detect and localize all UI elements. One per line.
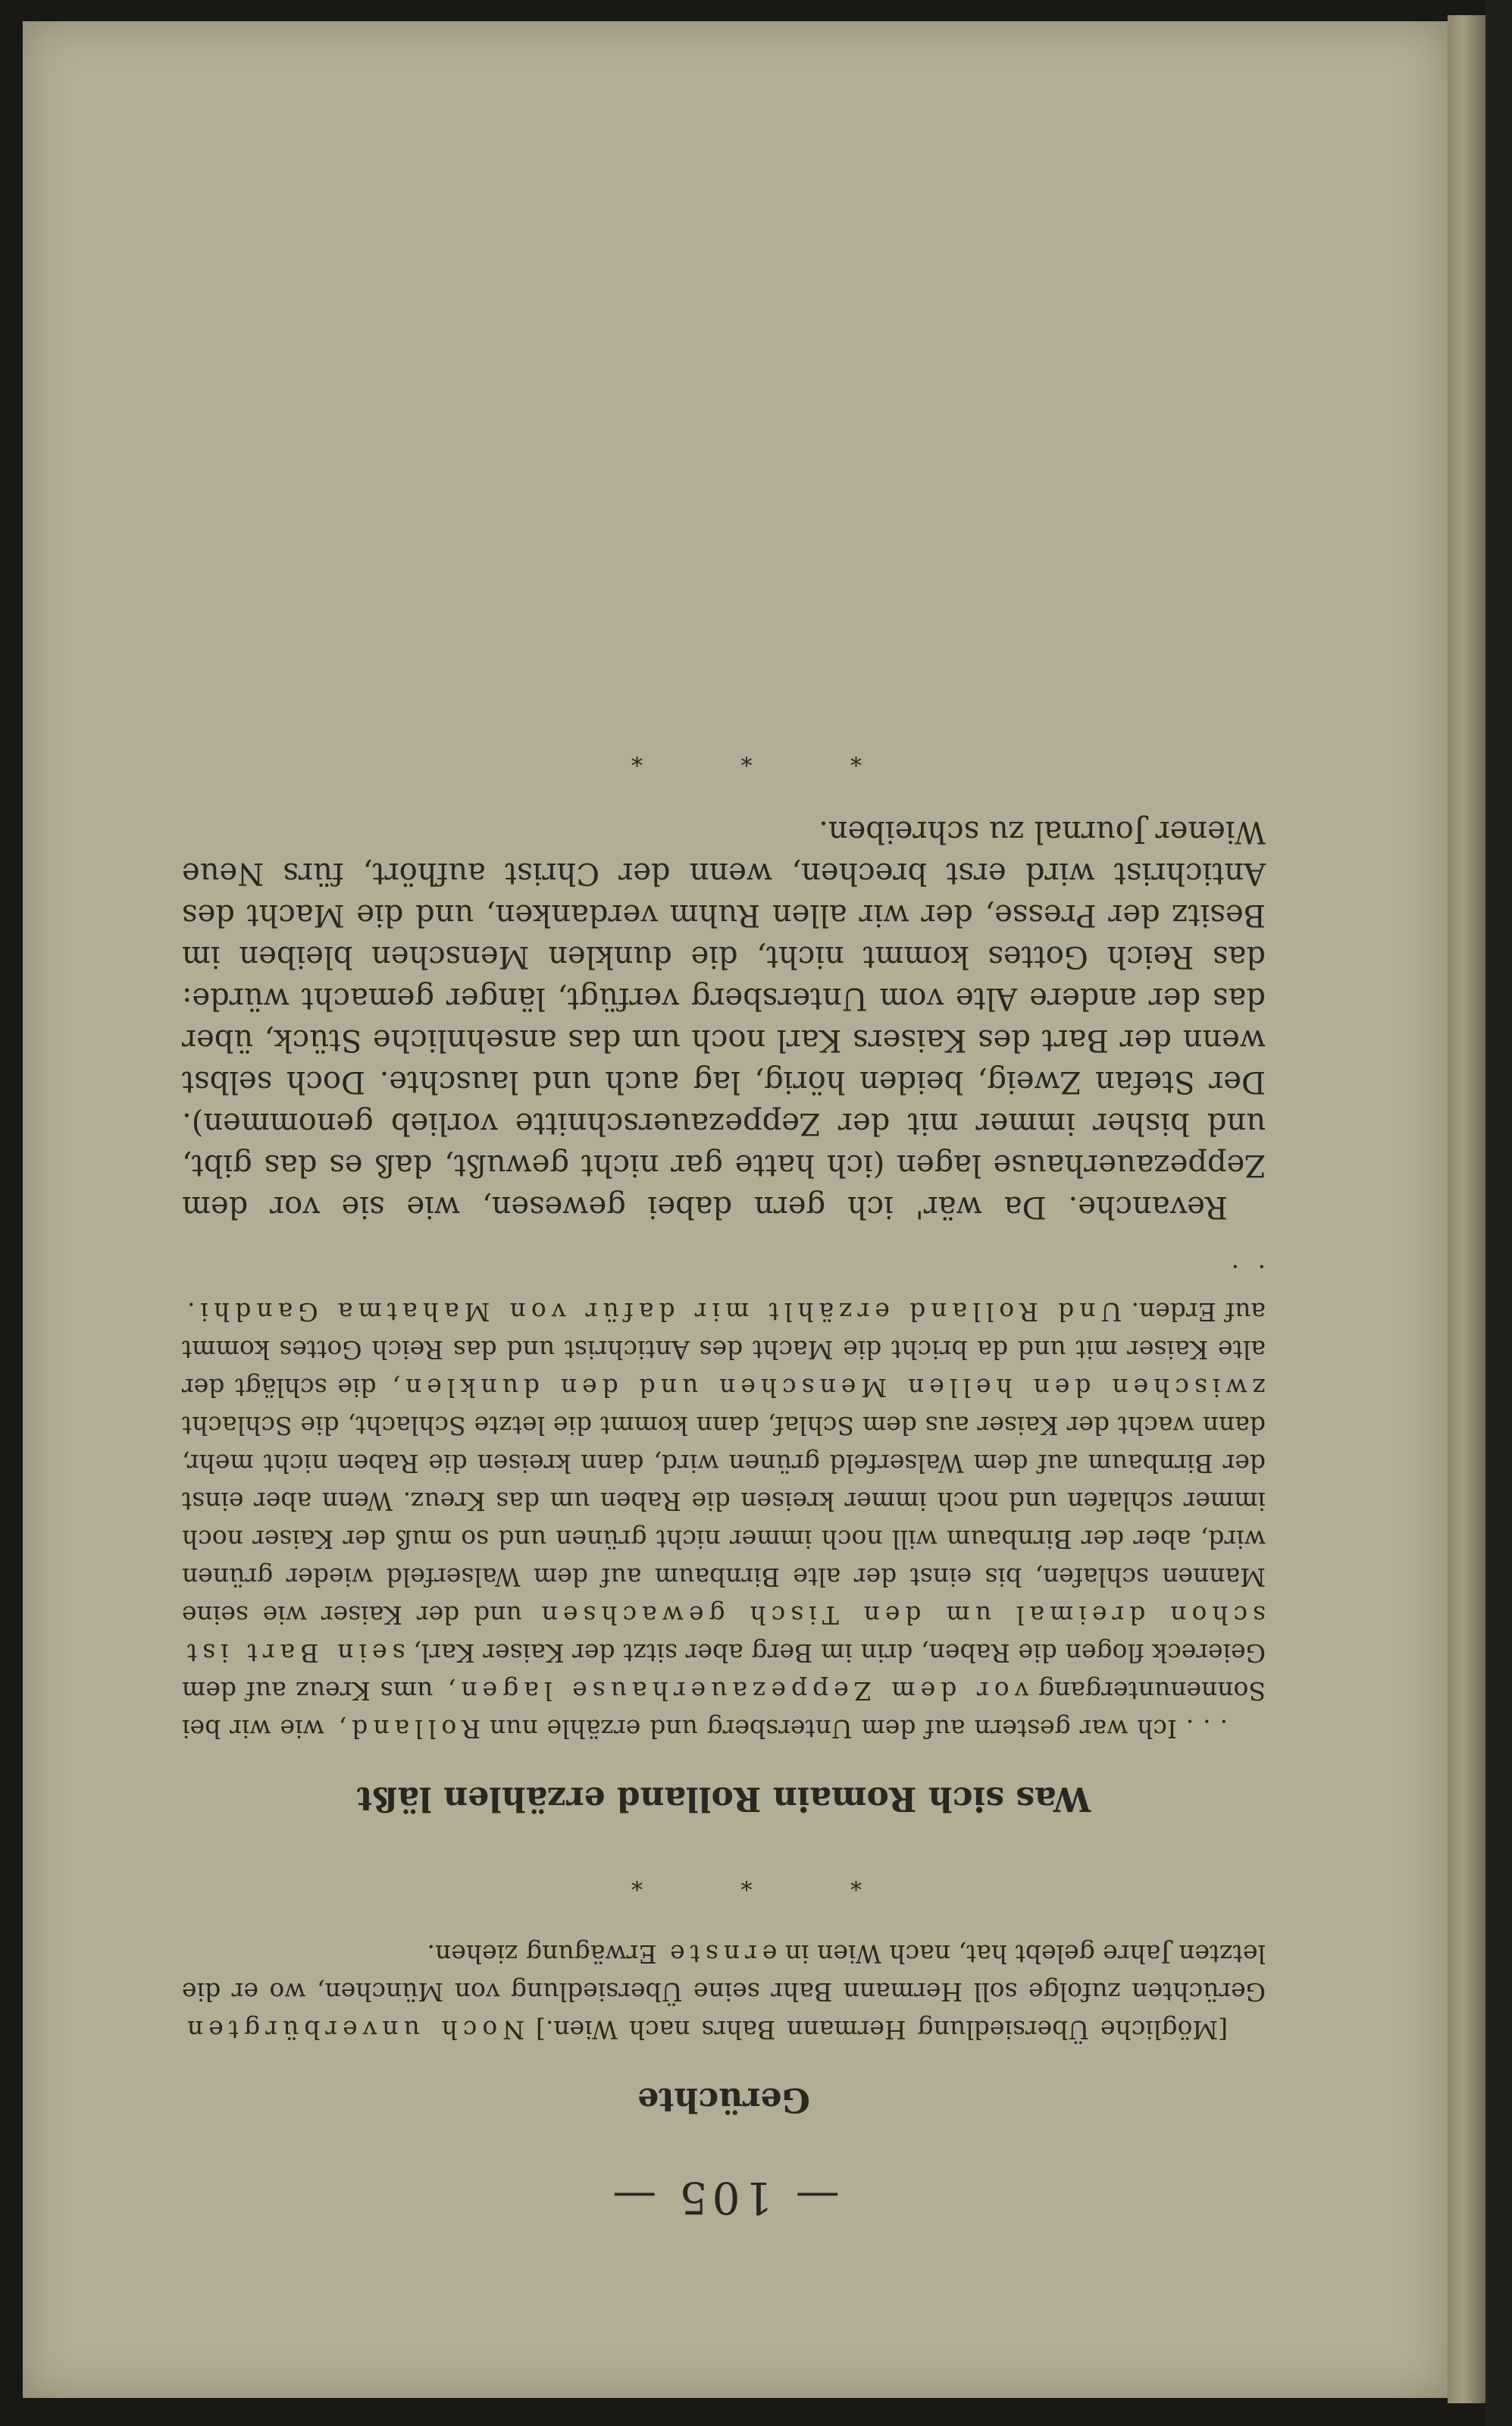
paragraph-text: wie wir bei Sonnenuntergang — [182, 1676, 1266, 1744]
spaced-text-noch: Noch unverbürgten — [182, 2015, 525, 2045]
paragraph-lead: [Mögliche Übersiedlung Hermann Bahrs nach Wien.] — [535, 2015, 1228, 2045]
paragraph-text: . . . Ich war gestern auf dem Untersberg und erzähle nun — [481, 1714, 1228, 1744]
rotated-page-content — [23, 21, 1448, 2398]
page-edge — [1448, 15, 1485, 2403]
paragraph-untersberg — [182, 1255, 1266, 1747]
section-title-geruechte: Gerüchte — [637, 2080, 810, 2119]
book-spine — [1485, 0, 1512, 2426]
spaced-text-rolland: Rolland, — [333, 1714, 481, 1744]
spaced-text-und-rolland: Und Rolland erzählt mir dafür von Mahatma Gandhi. . . — [182, 1259, 1266, 1327]
spaced-text-vor-dem: vor dem Zeppezauerhause lagen, — [442, 1676, 1029, 1706]
paragraph-text: die schlägt der alte Kaiser mit und da bricht die Macht des Antichrist und das Reich Gottes kommt auf Erden. — [181, 1297, 1266, 1403]
section-divider-stars: * * * — [585, 744, 862, 770]
paragraph-text: und der Kaiser wie seine Mannen schlafen, bis einst der alte Birnbaum auf dem Walserfeld wieder grünen wird, aber der Birnbaum will noch immer nicht grünen und so muß der Kaiser noch immer schlafen und noch immer kreisen die Raben um das Kreuz. Wenn aber einst der Birnbaum auf dem Walserfeld grünen wird, dann kreisen die Raben nicht mehr, dann wacht der Kaiser aus dem Schlaf, dann kommt die letzte Schlacht, die Schlacht — [182, 1411, 1266, 1630]
paper-sheet — [23, 21, 1448, 2398]
section-title-rolland: Was sich Romain Rolland erzählen läßt — [356, 1779, 1091, 1818]
section-divider-stars: * * * — [585, 1868, 862, 1895]
spaced-text-bart: sein Bart ist schon dreimal um den Tisch gewachsen — [182, 1600, 1266, 1668]
paragraph-text: ums Kreuz auf dem Geiereck flogen die Raben, drin im Berg aber sitzt der Kaiser Karl, — [182, 1638, 1266, 1706]
paragraph-text: Erwägung ziehen. — [427, 1939, 665, 1969]
page-number: — 105 — — [608, 2172, 840, 2224]
paragraph-text: Revanche. Da wär' ich gern dabei gewesen, wie sie vor dem Zeppezauerhause lagen (ich hatte gar nicht gewußt, daß es das gibt, und bisher immer mit der Zeppezauerschnitte vorlieb genommen). Der Stefan Zweig, beiden hörig, lag auch und lauschte. Doch selbst wenn der Bart des Kaisers Karl noch um das ansehnliche Stück, über das der andere Alte vom Untersberg verfügt, länger gemacht würde: das Reich Gottes kommt nicht, die dunklen Menschen bleiben im Besitz der Presse, der wir allen Ruhm verdanken, und die Macht des Antichrist wird erst brechen, wenn der Christ aufhört, fürs Neue Wiener Journal zu schreiben. — [182, 814, 1266, 1224]
text-block — [182, 694, 1266, 2224]
paragraph-uebersiedlung — [182, 1935, 1266, 2048]
spaced-text-ernste: ernste — [665, 1939, 778, 1969]
paragraph-revanche — [182, 810, 1266, 1227]
spaced-text-zwischen: zwischen den hellen Menschen und den dunklen, — [387, 1373, 1266, 1403]
paragraph-text: Gerüchten zufolge soll Hermann Bahr seine Übersiedlung von München, wo er die letzten Jahre gelebt hat, nach Wien in — [182, 1939, 1266, 2007]
